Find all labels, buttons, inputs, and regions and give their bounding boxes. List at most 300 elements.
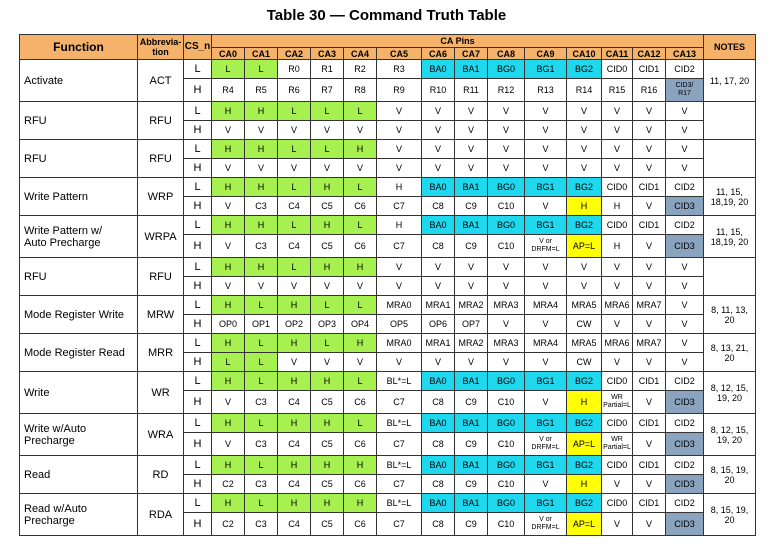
pin-cell-ca7: C9 <box>455 235 488 258</box>
pin-cell-ca1: L <box>245 60 278 79</box>
pin-cell-ca13: V <box>666 159 704 178</box>
table-row <box>20 216 756 235</box>
pin-cell-ca3: H <box>311 372 344 391</box>
pin-cell-ca10: CW <box>567 353 602 372</box>
abbreviation: RD <box>138 456 184 494</box>
pin-cell-ca9: V <box>525 102 567 121</box>
pin-cell-ca4: C6 <box>344 235 377 258</box>
pin-cell-ca6: BA0 <box>422 178 455 197</box>
pin-cell-ca1: L <box>245 296 278 315</box>
pin-cell-ca12: V <box>633 315 666 334</box>
pin-cell-ca5: C7 <box>377 513 422 536</box>
pin-cell-ca8: C10 <box>488 391 525 414</box>
pin-cell-ca6: BA0 <box>422 414 455 433</box>
header-pin-ca8: CA8 <box>488 48 525 60</box>
pin-cell-ca8: V <box>488 102 525 121</box>
pin-cell-ca4: C6 <box>344 433 377 456</box>
pin-cell-ca12: CID1 <box>633 372 666 391</box>
header-pin-ca11: CA11 <box>602 48 633 60</box>
header-cs: CS_n <box>184 35 212 60</box>
pin-cell-ca8: C10 <box>488 475 525 494</box>
pin-cell-ca10: AP=L <box>567 235 602 258</box>
notes-cell <box>704 258 756 296</box>
pin-cell-ca13: CID3 <box>666 391 704 414</box>
pin-cell-ca3: C5 <box>311 475 344 494</box>
pin-cell-ca13: V <box>666 140 704 159</box>
pin-cell-ca11: CID0 <box>602 456 633 475</box>
pin-cell-ca5: R3 <box>377 60 422 79</box>
pin-cell-ca10: CW <box>567 315 602 334</box>
pin-cell-ca12: V <box>633 433 666 456</box>
cs-level: L <box>184 372 212 391</box>
pin-cell-ca12: MRA7 <box>633 334 666 353</box>
pin-cell-ca11: V <box>602 277 633 296</box>
cs-level: L <box>184 456 212 475</box>
pin-cell-ca0: V <box>212 121 245 140</box>
pin-cell-ca4: C6 <box>344 197 377 216</box>
pin-cell-ca1: L <box>245 334 278 353</box>
pin-cell-ca5: V <box>377 140 422 159</box>
pin-cell-ca11: CID0 <box>602 414 633 433</box>
function-name: Mode Register Write <box>20 296 138 334</box>
pin-cell-ca3: H <box>311 494 344 513</box>
pin-cell-ca7: BA1 <box>455 216 488 235</box>
pin-cell-ca13: V <box>666 102 704 121</box>
pin-cell-ca3: L <box>311 334 344 353</box>
pin-cell-ca12: V <box>633 277 666 296</box>
pin-cell-ca10: BG2 <box>567 178 602 197</box>
pin-cell-ca7: MRA2 <box>455 296 488 315</box>
pin-cell-ca5: C7 <box>377 433 422 456</box>
pin-cell-ca12: V <box>633 102 666 121</box>
pin-cell-ca9: V <box>525 475 567 494</box>
pin-cell-ca7: V <box>455 121 488 140</box>
pin-cell-ca13: V <box>666 121 704 140</box>
table-row <box>20 456 756 475</box>
pin-cell-ca6: C8 <box>422 197 455 216</box>
pin-cell-ca1: C3 <box>245 513 278 536</box>
header-pin-ca9: CA9 <box>525 48 567 60</box>
pin-cell-ca10: AP=L <box>567 513 602 536</box>
pin-cell-ca2: V <box>278 353 311 372</box>
function-name: Write Pattern w/ Auto Precharge <box>20 216 138 258</box>
pin-cell-ca5: MRA0 <box>377 334 422 353</box>
pin-cell-ca9: BG1 <box>525 60 567 79</box>
pin-cell-ca3: H <box>311 178 344 197</box>
cs-level: H <box>184 277 212 296</box>
pin-cell-ca9: BG1 <box>525 494 567 513</box>
pin-cell-ca7: C9 <box>455 433 488 456</box>
pin-cell-ca8: V <box>488 315 525 334</box>
table-row <box>20 60 756 79</box>
pin-cell-ca4: L <box>344 102 377 121</box>
pin-cell-ca10: MRA5 <box>567 334 602 353</box>
notes-cell: 8, 12, 15, 19, 20 <box>704 372 756 414</box>
abbreviation: RFU <box>138 258 184 296</box>
abbreviation: WRPA <box>138 216 184 258</box>
pin-cell-ca3: R7 <box>311 79 344 102</box>
pin-cell-ca13: CID3/ R17 <box>666 79 704 102</box>
pin-cell-ca4: R8 <box>344 79 377 102</box>
table-row <box>20 178 756 197</box>
pin-cell-ca4: H <box>344 456 377 475</box>
pin-cell-ca6: C8 <box>422 513 455 536</box>
header-ca-pins: CA Pins <box>212 35 704 48</box>
pin-cell-ca7: C9 <box>455 475 488 494</box>
pin-cell-ca7: BA1 <box>455 414 488 433</box>
pin-cell-ca3: C5 <box>311 513 344 536</box>
pin-cell-ca3: V <box>311 121 344 140</box>
pin-cell-ca1: L <box>245 414 278 433</box>
pin-cell-ca3: C5 <box>311 197 344 216</box>
cs-level: L <box>184 216 212 235</box>
function-name: Activate <box>20 60 138 102</box>
pin-cell-ca2: R6 <box>278 79 311 102</box>
pin-cell-ca1: V <box>245 121 278 140</box>
notes-cell <box>704 102 756 140</box>
pin-cell-ca9: BG1 <box>525 216 567 235</box>
pin-cell-ca12: V <box>633 159 666 178</box>
pin-cell-ca10: V <box>567 140 602 159</box>
pin-cell-ca0: H <box>212 258 245 277</box>
pin-cell-ca8: C10 <box>488 235 525 258</box>
pin-cell-ca6: V <box>422 277 455 296</box>
function-name: RFU <box>20 102 138 140</box>
pin-cell-ca8: V <box>488 353 525 372</box>
pin-cell-ca8: V <box>488 258 525 277</box>
cs-level: H <box>184 513 212 536</box>
cs-level: L <box>184 140 212 159</box>
pin-cell-ca3: V <box>311 277 344 296</box>
abbreviation: RDA <box>138 494 184 536</box>
pin-cell-ca11: MRA6 <box>602 334 633 353</box>
pin-cell-ca12: CID1 <box>633 216 666 235</box>
pin-cell-ca13: V <box>666 353 704 372</box>
pin-cell-ca12: V <box>633 235 666 258</box>
pin-cell-ca12: V <box>633 391 666 414</box>
pin-cell-ca4: V <box>344 121 377 140</box>
pin-cell-ca12: V <box>633 353 666 372</box>
pin-cell-ca0: V <box>212 197 245 216</box>
pin-cell-ca10: BG2 <box>567 494 602 513</box>
pin-cell-ca4: L <box>344 296 377 315</box>
table-title: Table 30 — Command Truth Table <box>266 7 507 24</box>
pin-cell-ca2: OP2 <box>278 315 311 334</box>
pin-cell-ca11: V <box>602 159 633 178</box>
pin-cell-ca8: BG0 <box>488 456 525 475</box>
pin-cell-ca1: H <box>245 258 278 277</box>
pin-cell-ca0: V <box>212 235 245 258</box>
pin-cell-ca2: V <box>278 159 311 178</box>
pin-cell-ca3: C5 <box>311 433 344 456</box>
pin-cell-ca0: H <box>212 178 245 197</box>
pin-cell-ca2: C4 <box>278 475 311 494</box>
pin-cell-ca6: V <box>422 353 455 372</box>
pin-cell-ca6: V <box>422 258 455 277</box>
cs-level: L <box>184 414 212 433</box>
pin-cell-ca13: V <box>666 296 704 315</box>
pin-cell-ca6: BA0 <box>422 456 455 475</box>
pin-cell-ca12: CID1 <box>633 494 666 513</box>
pin-cell-ca9: V or DRFM=L <box>525 235 567 258</box>
pin-cell-ca7: BA1 <box>455 456 488 475</box>
pin-cell-ca11: V <box>602 475 633 494</box>
header-pin-ca5: CA5 <box>377 48 422 60</box>
pin-cell-ca5: V <box>377 353 422 372</box>
pin-cell-ca6: OP6 <box>422 315 455 334</box>
pin-cell-ca12: R16 <box>633 79 666 102</box>
pin-cell-ca1: L <box>245 353 278 372</box>
pin-cell-ca13: CID2 <box>666 216 704 235</box>
pin-cell-ca0: H <box>212 372 245 391</box>
pin-cell-ca11: MRA6 <box>602 296 633 315</box>
function-name: Mode Register Read <box>20 334 138 372</box>
pin-cell-ca6: V <box>422 121 455 140</box>
pin-cell-ca6: R10 <box>422 79 455 102</box>
pin-cell-ca11: V <box>602 353 633 372</box>
abbreviation: WRP <box>138 178 184 216</box>
header-pin-ca1: CA1 <box>245 48 278 60</box>
pin-cell-ca5: H <box>377 178 422 197</box>
pin-cell-ca7: V <box>455 277 488 296</box>
pin-cell-ca3: H <box>311 216 344 235</box>
pin-cell-ca12: CID1 <box>633 60 666 79</box>
pin-cell-ca5: BL*=L <box>377 456 422 475</box>
pin-cell-ca0: H <box>212 456 245 475</box>
cs-level: H <box>184 159 212 178</box>
pin-cell-ca1: L <box>245 456 278 475</box>
pin-cell-ca8: R12 <box>488 79 525 102</box>
pin-cell-ca1: H <box>245 102 278 121</box>
pin-cell-ca1: V <box>245 159 278 178</box>
header-pin-ca10: CA10 <box>567 48 602 60</box>
pin-cell-ca2: L <box>278 258 311 277</box>
notes-cell: 8, 13, 21, 20 <box>704 334 756 372</box>
pin-cell-ca10: H <box>567 391 602 414</box>
pin-cell-ca4: C6 <box>344 513 377 536</box>
pin-cell-ca5: OP5 <box>377 315 422 334</box>
pin-cell-ca7: BA1 <box>455 372 488 391</box>
pin-cell-ca1: C3 <box>245 433 278 456</box>
pin-cell-ca9: V <box>525 353 567 372</box>
pin-cell-ca0: H <box>212 296 245 315</box>
abbreviation: RFU <box>138 140 184 178</box>
pin-cell-ca5: V <box>377 159 422 178</box>
pin-cell-ca11: R15 <box>602 79 633 102</box>
notes-cell: 8, 15, 19, 20 <box>704 494 756 536</box>
pin-cell-ca2: C4 <box>278 197 311 216</box>
pin-cell-ca2: H <box>278 456 311 475</box>
notes-cell: 11, 15, 18,19, 20 <box>704 216 756 258</box>
pin-cell-ca2: H <box>278 414 311 433</box>
pin-cell-ca8: BG0 <box>488 372 525 391</box>
pin-cell-ca0: H <box>212 494 245 513</box>
pin-cell-ca2: C4 <box>278 391 311 414</box>
pin-cell-ca0: V <box>212 277 245 296</box>
abbreviation: WR <box>138 372 184 414</box>
pin-cell-ca11: CID0 <box>602 178 633 197</box>
pin-cell-ca6: V <box>422 102 455 121</box>
header-pin-ca13: CA13 <box>666 48 704 60</box>
pin-cell-ca8: BG0 <box>488 414 525 433</box>
pin-cell-ca4: H <box>344 140 377 159</box>
notes-cell <box>704 140 756 178</box>
abbreviation: ACT <box>138 60 184 102</box>
pin-cell-ca8: BG0 <box>488 216 525 235</box>
pin-cell-ca4: C6 <box>344 391 377 414</box>
pin-cell-ca5: BL*=L <box>377 414 422 433</box>
pin-cell-ca11: CID0 <box>602 494 633 513</box>
pin-cell-ca3: C5 <box>311 235 344 258</box>
pin-cell-ca13: V <box>666 334 704 353</box>
pin-cell-ca2: H <box>278 334 311 353</box>
pin-cell-ca13: CID3 <box>666 235 704 258</box>
pin-cell-ca0: H <box>212 102 245 121</box>
table-row <box>20 372 756 391</box>
function-name: Read <box>20 456 138 494</box>
pin-cell-ca0: V <box>212 433 245 456</box>
pin-cell-ca9: V <box>525 121 567 140</box>
pin-cell-ca1: H <box>245 178 278 197</box>
pin-cell-ca2: C4 <box>278 513 311 536</box>
function-name: Write w/Auto Precharge <box>20 414 138 456</box>
cs-level: H <box>184 315 212 334</box>
pin-cell-ca10: H <box>567 197 602 216</box>
pin-cell-ca9: V <box>525 258 567 277</box>
pin-cell-ca2: L <box>278 216 311 235</box>
pin-cell-ca10: BG2 <box>567 456 602 475</box>
pin-cell-ca9: V or DRFM=L <box>525 513 567 536</box>
pin-cell-ca2: R0 <box>278 60 311 79</box>
pin-cell-ca6: C8 <box>422 391 455 414</box>
pin-cell-ca10: V <box>567 258 602 277</box>
pin-cell-ca9: V <box>525 315 567 334</box>
cs-level: H <box>184 197 212 216</box>
function-name: Write Pattern <box>20 178 138 216</box>
pin-cell-ca0: H <box>212 216 245 235</box>
pin-cell-ca10: V <box>567 159 602 178</box>
cs-level: L <box>184 60 212 79</box>
pin-cell-ca12: V <box>633 258 666 277</box>
pin-cell-ca10: R14 <box>567 79 602 102</box>
pin-cell-ca11: V <box>602 513 633 536</box>
pin-cell-ca11: CID0 <box>602 216 633 235</box>
pin-cell-ca7: BA1 <box>455 60 488 79</box>
pin-cell-ca5: R9 <box>377 79 422 102</box>
pin-cell-ca8: MRA3 <box>488 334 525 353</box>
pin-cell-ca2: L <box>278 178 311 197</box>
header-abbreviation: Abbrevia- tion <box>138 35 184 60</box>
pin-cell-ca13: CID2 <box>666 414 704 433</box>
cs-level: H <box>184 235 212 258</box>
pin-cell-ca8: BG0 <box>488 178 525 197</box>
pin-cell-ca13: CID3 <box>666 513 704 536</box>
pin-cell-ca2: H <box>278 296 311 315</box>
pin-cell-ca6: BA0 <box>422 60 455 79</box>
header-pin-ca2: CA2 <box>278 48 311 60</box>
pin-cell-ca9: BG1 <box>525 456 567 475</box>
table-row <box>20 140 756 159</box>
pin-cell-ca0: V <box>212 391 245 414</box>
pin-cell-ca11: V <box>602 140 633 159</box>
pin-cell-ca9: V or DRFM=L <box>525 433 567 456</box>
abbreviation: MRR <box>138 334 184 372</box>
pin-cell-ca13: CID2 <box>666 456 704 475</box>
pin-cell-ca4: V <box>344 277 377 296</box>
pin-cell-ca6: BA0 <box>422 216 455 235</box>
header-pin-ca12: CA12 <box>633 48 666 60</box>
table-row <box>20 494 756 513</box>
pin-cell-ca11: H <box>602 235 633 258</box>
pin-cell-ca5: C7 <box>377 475 422 494</box>
pin-cell-ca9: BG1 <box>525 372 567 391</box>
pin-cell-ca9: R13 <box>525 79 567 102</box>
pin-cell-ca2: V <box>278 277 311 296</box>
pin-cell-ca1: L <box>245 494 278 513</box>
pin-cell-ca0: OP0 <box>212 315 245 334</box>
pin-cell-ca10: H <box>567 475 602 494</box>
header-function: Function <box>20 35 138 60</box>
pin-cell-ca7: V <box>455 102 488 121</box>
pin-cell-ca0: R4 <box>212 79 245 102</box>
pin-cell-ca2: L <box>278 140 311 159</box>
pin-cell-ca7: MRA2 <box>455 334 488 353</box>
header-pin-ca0: CA0 <box>212 48 245 60</box>
pin-cell-ca11: V <box>602 102 633 121</box>
pin-cell-ca8: V <box>488 121 525 140</box>
pin-cell-ca4: H <box>344 258 377 277</box>
pin-cell-ca7: OP7 <box>455 315 488 334</box>
pin-cell-ca5: H <box>377 216 422 235</box>
pin-cell-ca7: C9 <box>455 513 488 536</box>
pin-cell-ca6: BA0 <box>422 494 455 513</box>
pin-cell-ca12: CID1 <box>633 456 666 475</box>
pin-cell-ca10: MRA5 <box>567 296 602 315</box>
pin-cell-ca3: L <box>311 296 344 315</box>
abbreviation: WRA <box>138 414 184 456</box>
pin-cell-ca6: BA0 <box>422 372 455 391</box>
pin-cell-ca8: MRA3 <box>488 296 525 315</box>
pin-cell-ca3: L <box>311 102 344 121</box>
pin-cell-ca7: V <box>455 353 488 372</box>
table-row <box>20 334 756 353</box>
cs-level: H <box>184 391 212 414</box>
cs-level: L <box>184 258 212 277</box>
pin-cell-ca6: V <box>422 140 455 159</box>
pin-cell-ca11: WR Partial=L <box>602 433 633 456</box>
header-pin-ca7: CA7 <box>455 48 488 60</box>
pin-cell-ca13: CID2 <box>666 178 704 197</box>
pin-cell-ca0: L <box>212 353 245 372</box>
pin-cell-ca6: C8 <box>422 475 455 494</box>
pin-cell-ca2: H <box>278 494 311 513</box>
pin-cell-ca9: BG1 <box>525 414 567 433</box>
table-row <box>20 296 756 315</box>
pin-cell-ca13: CID2 <box>666 494 704 513</box>
pin-cell-ca5: V <box>377 102 422 121</box>
pin-cell-ca5: C7 <box>377 235 422 258</box>
pin-cell-ca8: C10 <box>488 433 525 456</box>
pin-cell-ca10: BG2 <box>567 60 602 79</box>
pin-cell-ca0: H <box>212 140 245 159</box>
pin-cell-ca5: C7 <box>377 391 422 414</box>
header-pin-ca6: CA6 <box>422 48 455 60</box>
pin-cell-ca11: CID0 <box>602 60 633 79</box>
pin-cell-ca11: V <box>602 315 633 334</box>
pin-cell-ca9: MRA4 <box>525 296 567 315</box>
table-row <box>20 102 756 121</box>
pin-cell-ca9: MRA4 <box>525 334 567 353</box>
